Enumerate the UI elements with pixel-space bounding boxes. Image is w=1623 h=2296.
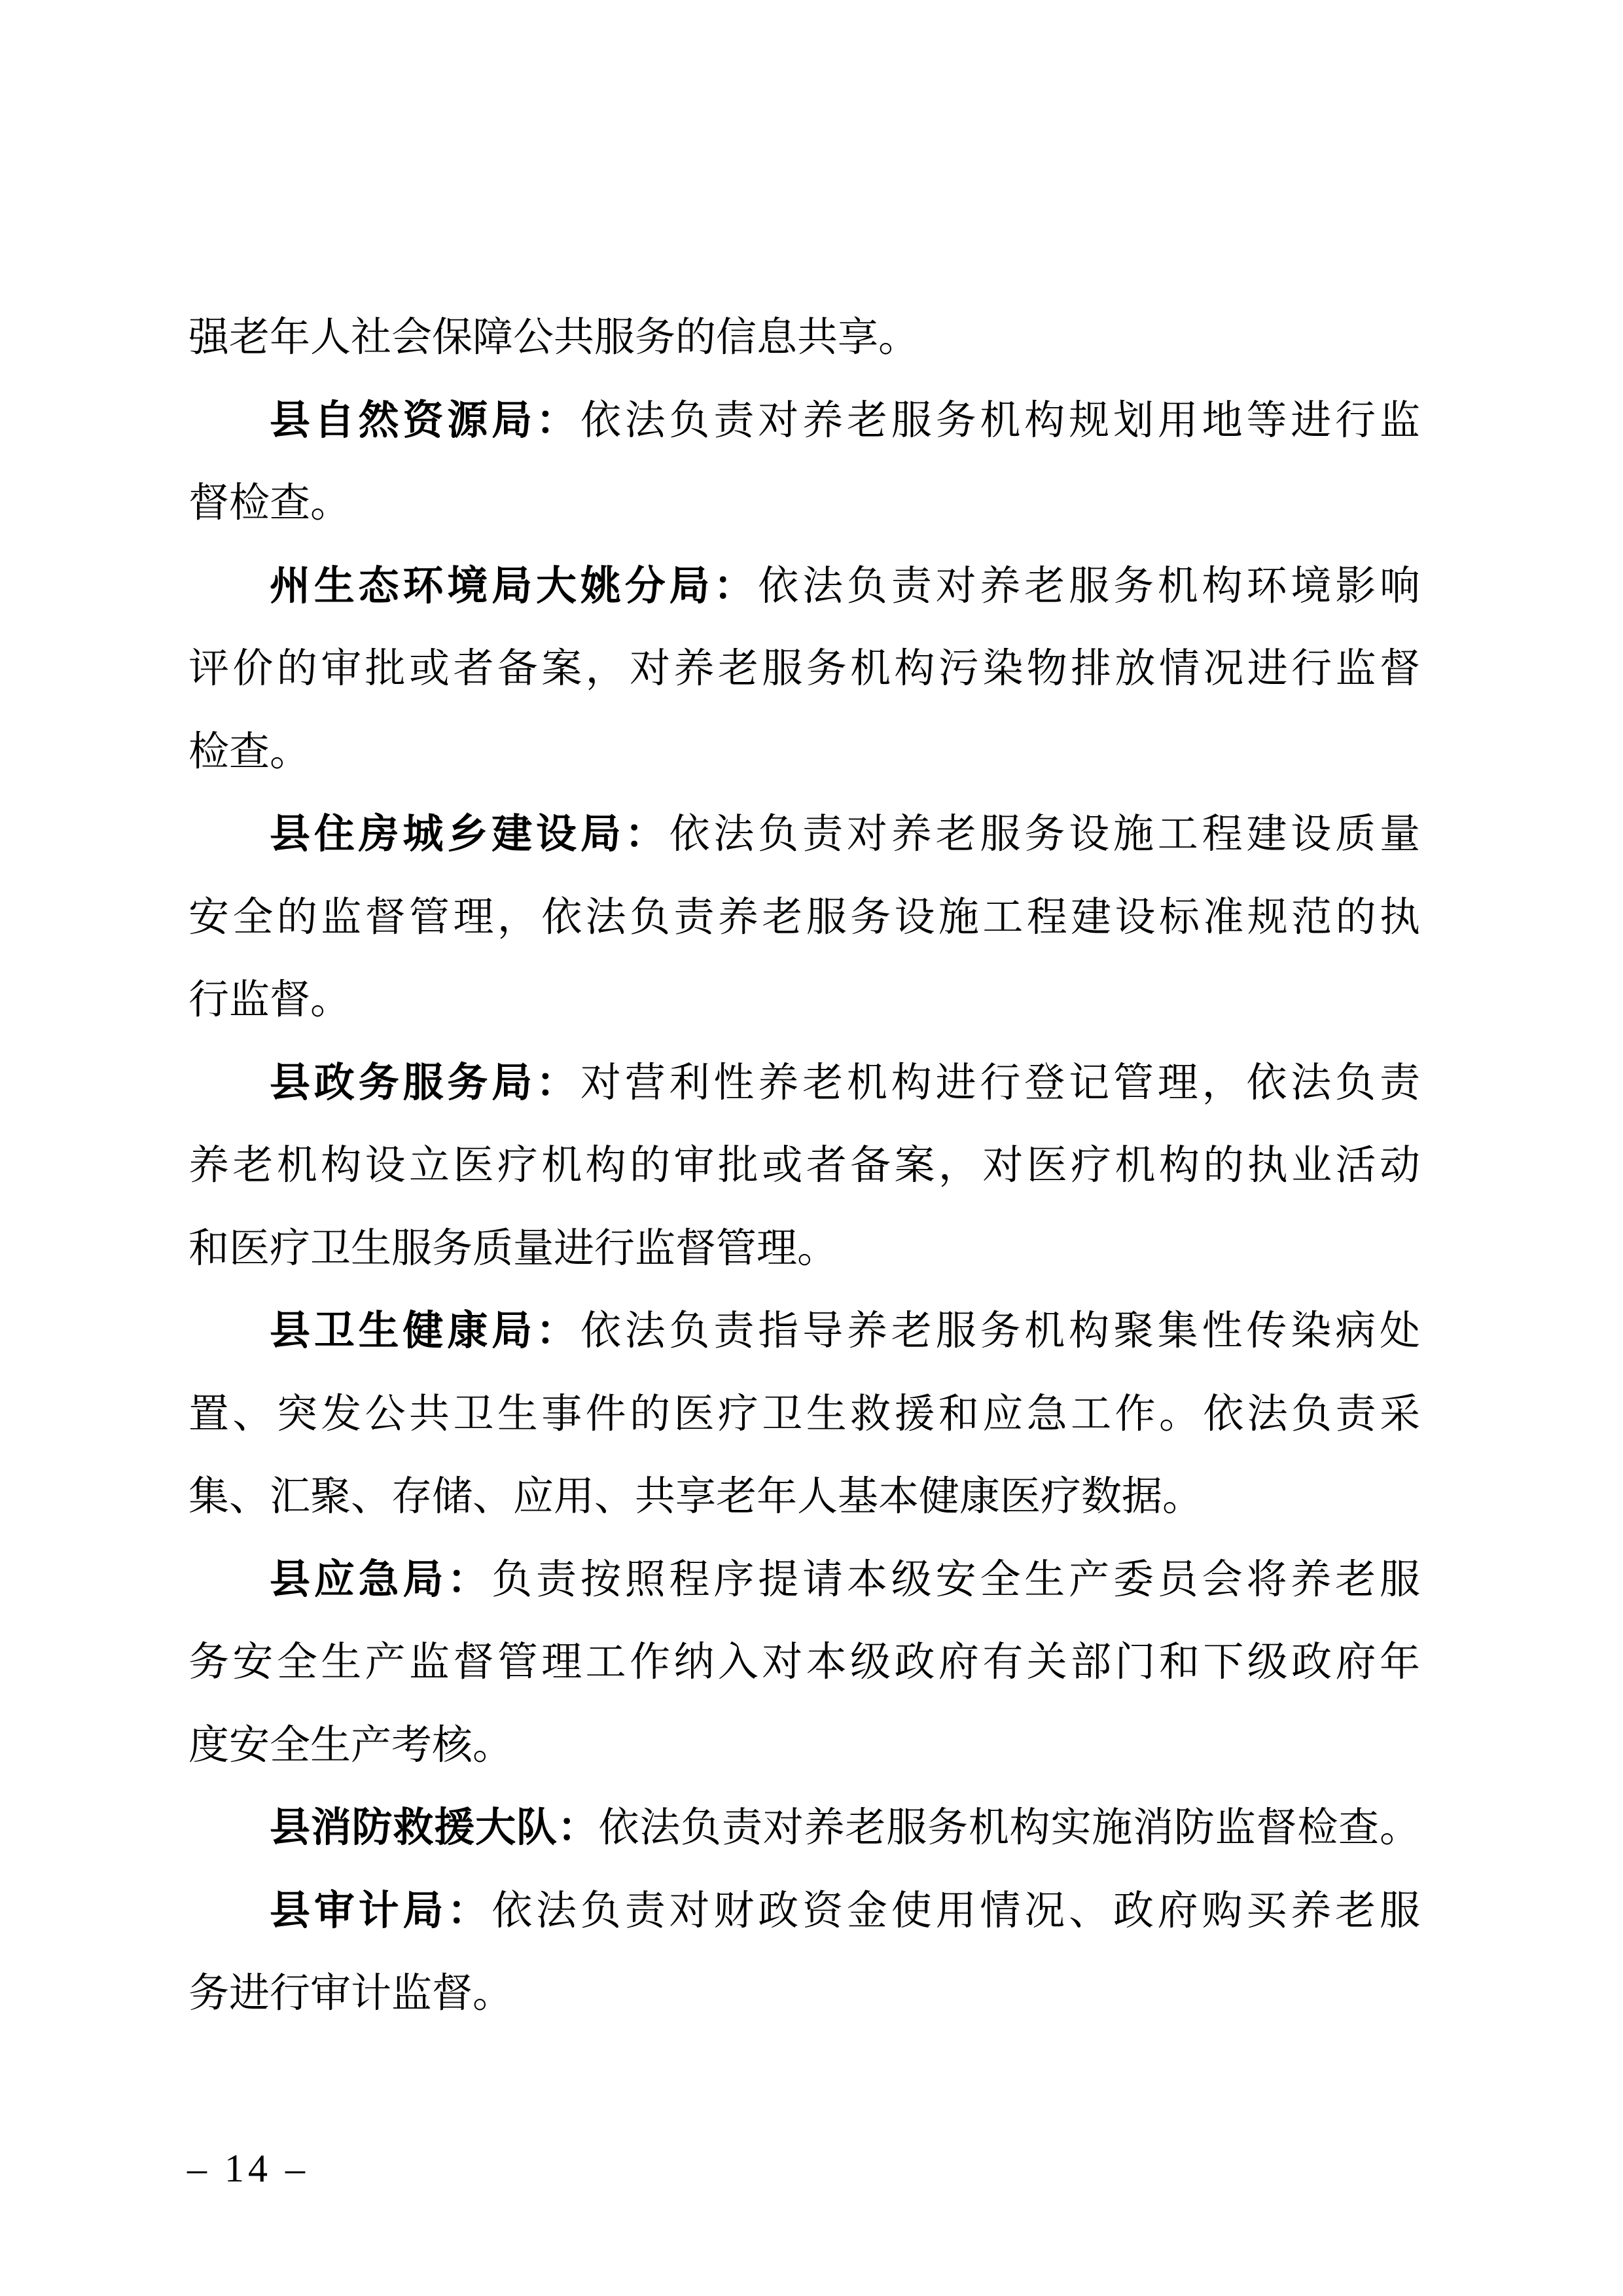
text-line — [188, 1952, 1420, 2036]
text-line — [188, 793, 1420, 876]
line-text: 务安全生产监督管理工作纳入对本级政府有关部门和下级政府年 — [188, 1640, 1420, 1685]
line-text: 依法负责对养老服务机构环境影响 — [758, 564, 1420, 609]
text-line — [188, 959, 1420, 1042]
department-name: 县审计局： — [270, 1888, 492, 1933]
line-text: 督检查。 — [188, 481, 351, 526]
line-text: 养老机构设立医疗机构的审批或者备案，对医疗机构的执业活动 — [188, 1143, 1420, 1188]
department-name: 县卫生健康局： — [270, 1308, 580, 1354]
line-text: 对营利性养老机构进行登记管理，依法负责 — [580, 1060, 1420, 1105]
document-body — [188, 296, 1420, 2036]
text-line — [188, 1042, 1420, 1125]
line-text: 依法负责指导养老服务机构聚集性传染病处 — [580, 1309, 1420, 1354]
line-text: 检查。 — [188, 729, 311, 774]
department-name: 县住房城乡建设局： — [270, 812, 669, 857]
department-name: 县应急局： — [270, 1556, 492, 1602]
text-line — [188, 1124, 1420, 1208]
line-text: 负责按照程序提请本级安全生产委员会将养老服 — [491, 1557, 1420, 1602]
page-number: – 14 – — [187, 2147, 309, 2190]
text-line — [188, 1870, 1420, 1953]
line-text: 依法负责对养老服务机构实施消防监督检查。 — [598, 1806, 1420, 1850]
department-name: 县政务服务局： — [270, 1060, 580, 1105]
text-line — [188, 1539, 1420, 1622]
department-name: 县消防救援大队： — [270, 1805, 599, 1850]
line-text: 依法负责对养老服务机构规划用地等进行监 — [580, 398, 1420, 443]
line-text: 依法负责对财政资金使用情况、政府购买养老服 — [491, 1888, 1420, 1933]
line-text: 行监督。 — [188, 978, 351, 1022]
text-line — [188, 628, 1420, 711]
line-text: 置、突发公共卫生事件的医疗卫生救援和应急工作。依法负责采 — [188, 1391, 1420, 1437]
text-line — [188, 545, 1420, 628]
text-line — [188, 296, 1420, 380]
department-name: 州生态环境局大姚分局： — [270, 563, 758, 609]
line-text: 安全的监督管理，依法负责养老服务设施工程建设标准规范的执 — [188, 895, 1420, 940]
text-line — [188, 380, 1420, 463]
text-line — [188, 462, 1420, 545]
text-line — [188, 1704, 1420, 1787]
text-line — [188, 1787, 1420, 1870]
text-line — [188, 1373, 1420, 1456]
text-line — [188, 876, 1420, 960]
line-text: 集、汇聚、存储、应用、共享老年人基本健康医疗数据。 — [188, 1475, 1204, 1519]
line-text: 依法负责对养老服务设施工程建设质量 — [669, 812, 1420, 857]
text-line — [188, 1290, 1420, 1373]
text-line — [188, 711, 1420, 794]
department-name: 县自然资源局： — [270, 397, 580, 443]
line-text: 强老年人社会保障公共服务的信息共享。 — [188, 315, 919, 360]
text-line — [188, 1621, 1420, 1704]
text-line — [188, 1208, 1420, 1291]
line-text: 度安全生产考核。 — [188, 1723, 514, 1768]
line-text: 务进行审计监督。 — [188, 1971, 514, 2016]
text-line — [188, 1456, 1420, 1539]
page-footer — [187, 2148, 309, 2189]
line-text: 和医疗卫生服务质量进行监督管理。 — [188, 1226, 838, 1271]
line-text: 评价的审批或者备案，对养老服务机构污染物排放情况进行监督 — [188, 647, 1420, 691]
